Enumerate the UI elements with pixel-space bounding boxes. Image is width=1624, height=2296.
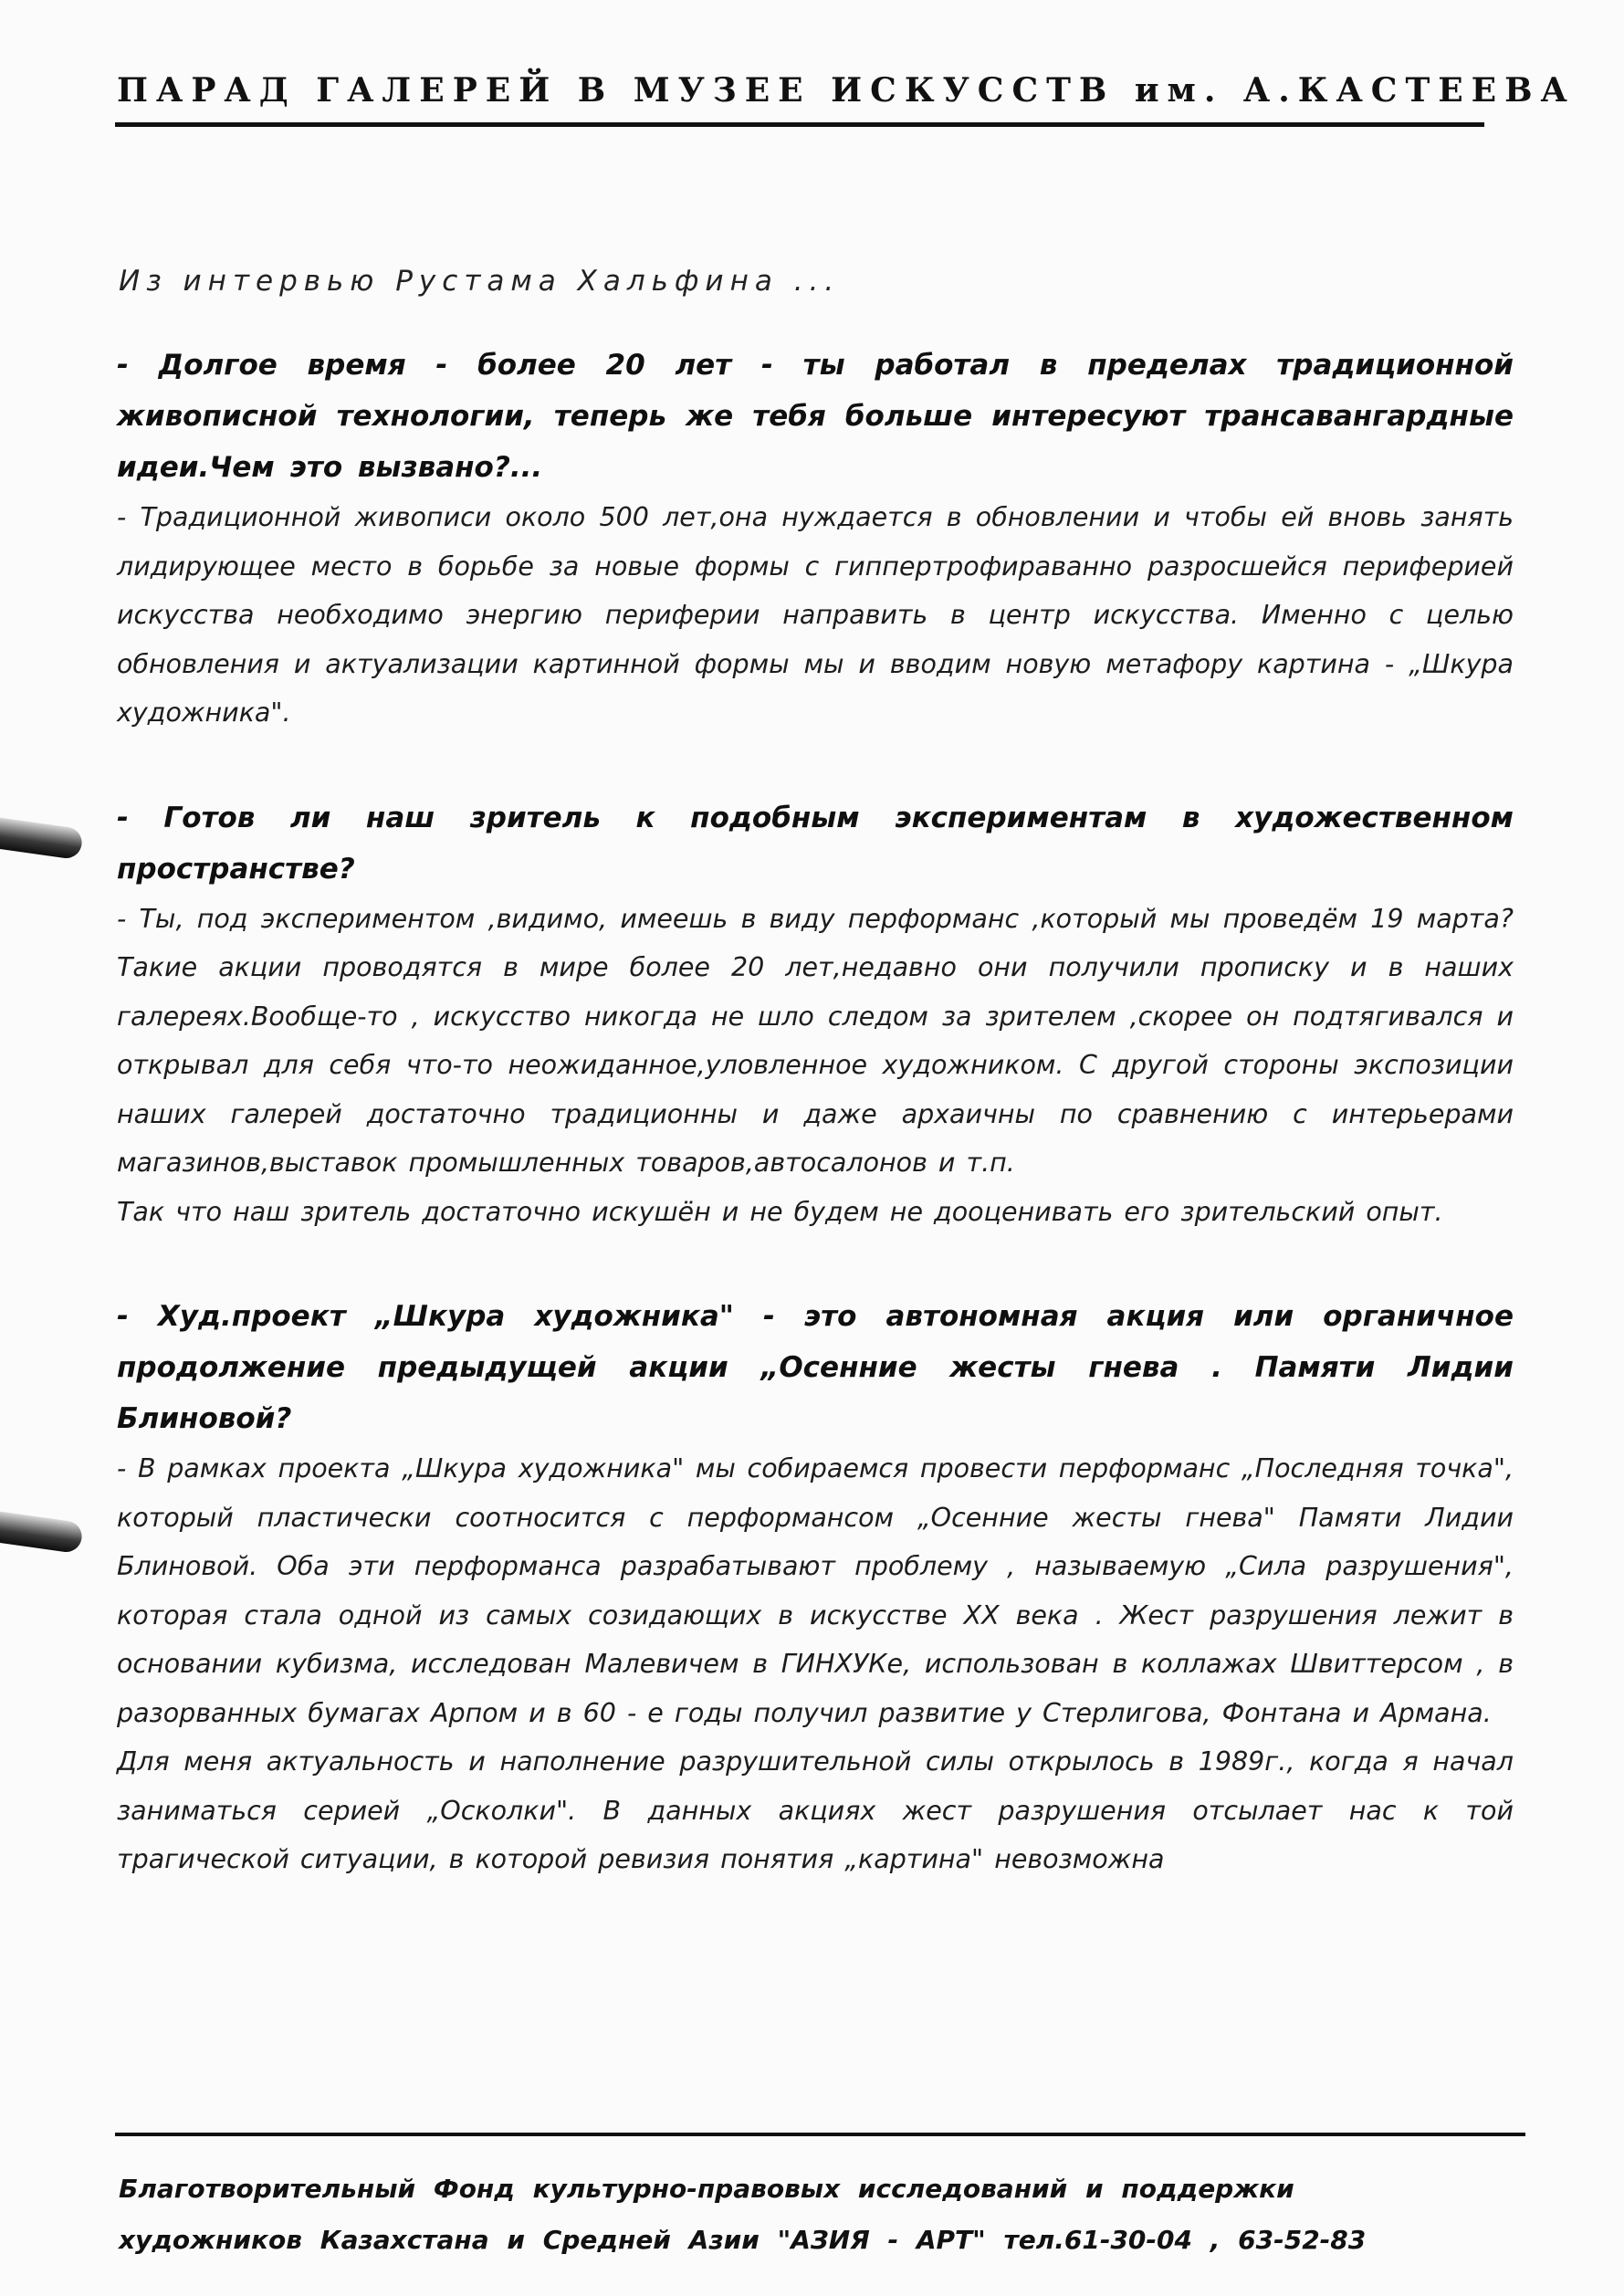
binder-clip-bottom <box>0 1508 84 1554</box>
header-divider <box>115 122 1484 127</box>
interview-intro: Из интервью Рустама Хальфина ... <box>119 265 841 298</box>
answer-2-continued: Так что наш зритель достаточно искушён и не будем не дооценивать его зрительский опыт. <box>117 1196 1443 1227</box>
footer <box>119 2164 1470 2266</box>
page-title: ПАРАД ГАЛЕРЕЙ В МУЗЕЕ ИСКУССТВ им. А.КАСТЕЕВА <box>117 71 1576 110</box>
footer-line-1: Благотворительный Фонд культурно-правовых исследований и поддержки <box>119 2174 1294 2204</box>
answer-3: - В рамках проекта „Шкура художника" мы собираемся провести перформанс „Последняя точка", который пластически соотносится с перформансом „Осенние жесты гнева" Памяти Лидии Блиновой. Оба эти перформанса разрабатывают проблему , называемую „Сила разрушения", которая стала одной из самых созидающих в искусстве XX века . Жест разрушения лежит в основании кубизма, исследован Малевичем в ГИНХУКе, использован в коллажах Швиттерсом , в разорванных бумагах Арпом и в 60 - е годы получил развитие у Стерлигова, Фонтана и Армана. <box>117 1453 1514 1728</box>
footer-line-2: художников Казахстана и Средней Азии "АЗИЯ - АРТ" тел.61-30-04 , 63-52-83 <box>119 2225 1367 2255</box>
footer-divider <box>115 2133 1525 2136</box>
binder-clip-top <box>0 814 84 860</box>
answer-1: - Традиционной живописи около 500 лет,она нуждается в обновлении и чтобы ей вновь занять лидирующее место в борьбе за новые формы с гиппертрофираванно разросшейся периферией искусства необходимо энергию периферии направить в центр искусства. Именно с целью обновления и актуализации картинной формы мы и вводим новую метафору картина - „Шкура художника". <box>117 502 1514 728</box>
question-3: - Худ.проект „Шкура художника" - это автономная акция или органичное продолжение предыдущей акции „Осенние жесты гнева . Памяти Лидии Блиновой? <box>117 1300 1514 1435</box>
answer-3-continued: Для меня актуальность и наполнение разрушительной силы открылось в 1989г., когда я начал заниматься серией „Осколки". В данных акциях жест разрушения отсылает нас к той трагической ситуации, в которой ревизия понятия „картина" невозможна <box>117 1746 1514 1874</box>
question-2: - Готов ли наш зритель к подобным экспериментам в художественном пространстве? <box>117 801 1514 886</box>
interview-body <box>117 340 1514 1884</box>
question-1: - Долгое время - более 20 лет - ты работал в пределах традиционной живописной технологии, теперь же тебя больше интересуют трансавангардные идеи.Чем это вызвано?... <box>117 349 1514 484</box>
answer-2: - Ты, под экспериментом ,видимо, имеешь в виду перформанс ,который мы проведём 19 марта? Такие акции проводятся в мире более 20 лет,недавно они получили прописку и в наших галереях.Вообще-то , искусство никогда не шло следом за зрителем ,скорее он подтягивался и открывал для себя что-то неожиданное,уловленное художником. С другой стороны экспозиции наших галерей достаточно традиционны и даже архаичны по сравнению с интерьерами магазинов,выставок промышленных товаров,автосалонов и т.п. <box>117 903 1514 1178</box>
